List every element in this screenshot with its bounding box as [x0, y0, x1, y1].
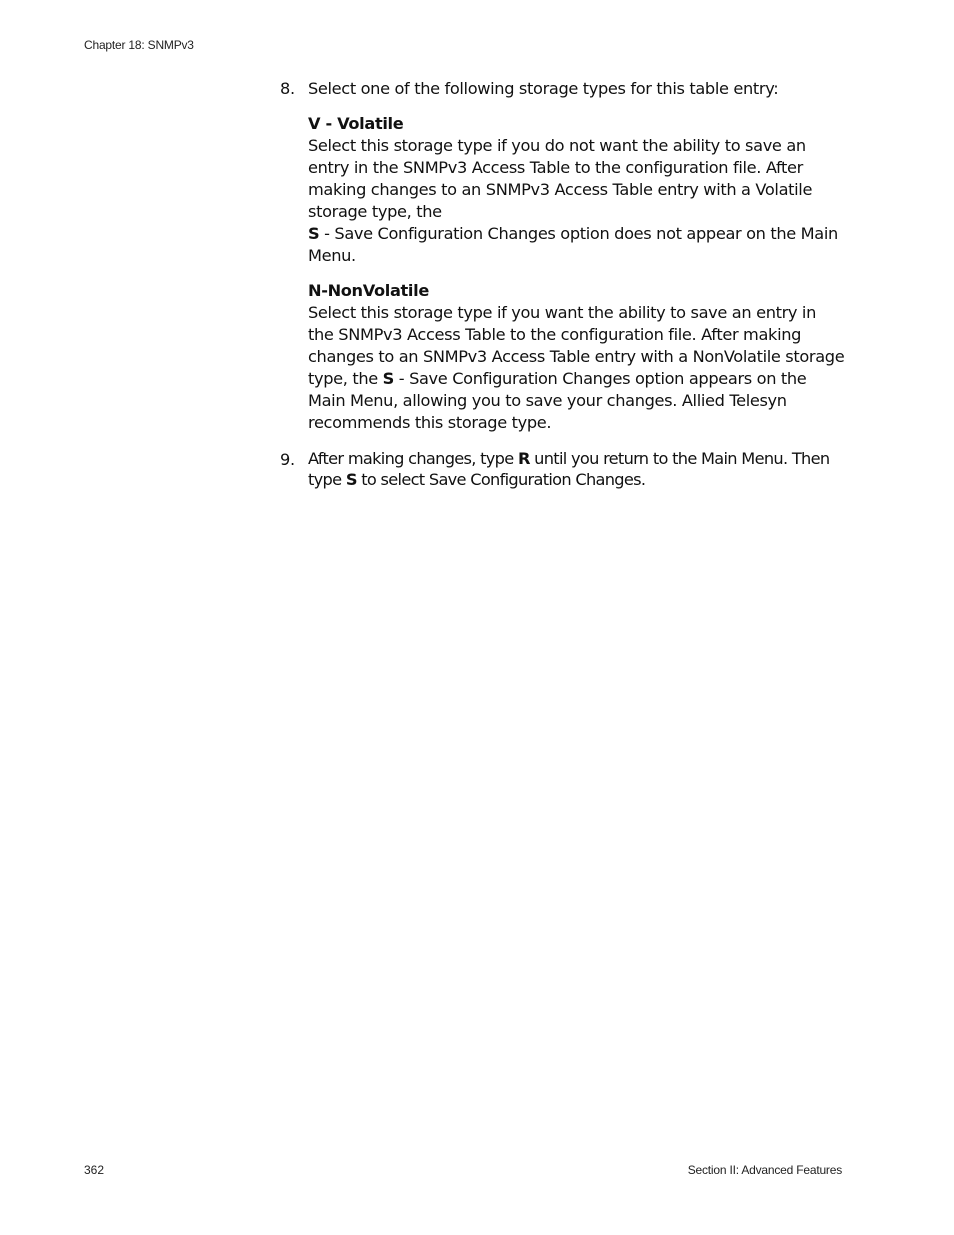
- option-title: N-NonVolatile: [308, 281, 429, 300]
- step-number: 8.: [280, 79, 295, 98]
- option-nonvolatile: [308, 280, 845, 434]
- step-text: [308, 449, 845, 490]
- option-description: [308, 302, 845, 434]
- option-key: S: [382, 369, 394, 388]
- running-header: Chapter 18: SNMPv3: [84, 38, 194, 52]
- step-text-part: to select Save Configuration Changes.: [356, 469, 646, 489]
- option-key: S: [308, 224, 320, 243]
- step-text-part: After making changes, type: [308, 449, 518, 468]
- option-desc-part: Select this storage type if you want the ability to save an entry in the SNMPv3 Access Table to the configuration file. After making changes to an SNMPv3 Access Table entry with a NonVolatile storage type, the: [308, 303, 845, 388]
- step-text: Select one of the following storage types for this table entry:: [308, 79, 779, 98]
- step-body: [308, 449, 845, 490]
- step-key: R: [517, 449, 530, 468]
- main-content: [280, 78, 845, 490]
- step-text-part: until you return to the Main Menu. Then type: [308, 449, 830, 489]
- step-8: [280, 78, 845, 100]
- option-desc-part: - Save Configuration Changes option appears on the Main Menu, allowing you to save your changes. Allied Telesyn recommends this storage type.: [308, 369, 807, 432]
- option-desc-part: Select this storage type if you do not want the ability to save an entry in the SNMPv3 Access Table to the configuration file. After making changes to an SNMPv3 Access Table entry with a Volatile storage type, the: [308, 136, 813, 221]
- section-title: Section II: Advanced Features: [687, 1163, 842, 1177]
- option-volatile: [308, 113, 845, 267]
- step-key: S: [345, 469, 357, 489]
- option-description: [308, 135, 845, 267]
- step-body: [308, 78, 845, 100]
- option-desc-part: - Save Configuration Changes option does not appear on the Main Menu.: [308, 224, 838, 265]
- page-number: 362: [84, 1163, 105, 1177]
- option-title: V - Volatile: [308, 114, 404, 133]
- step-number: 9.: [280, 450, 295, 469]
- step-9: [280, 449, 845, 490]
